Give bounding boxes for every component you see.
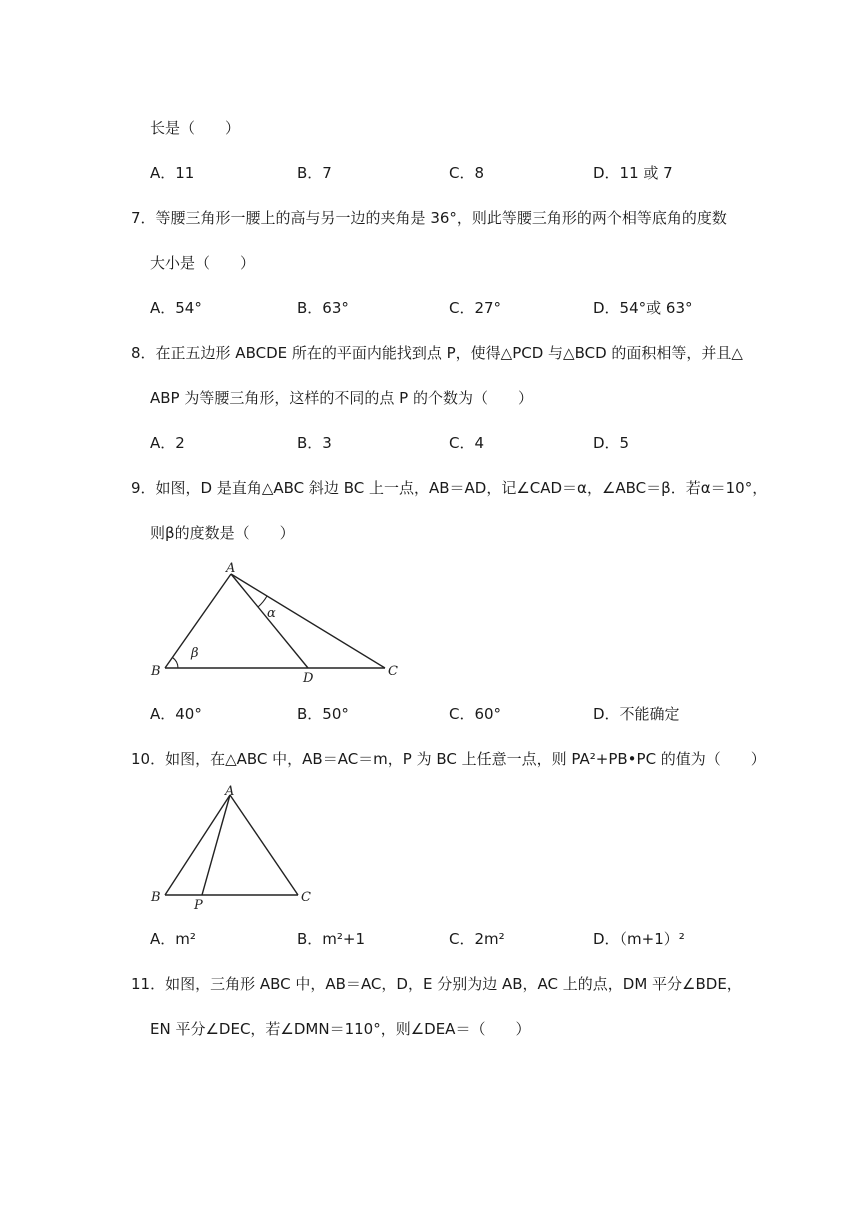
q10-option-a: A．m² [150, 930, 196, 948]
q10-side-ac [230, 795, 298, 895]
q8-option-c: C．4 [449, 434, 485, 452]
q9-option-b: B．50° [297, 705, 349, 723]
q9-stem-line1: 9．如图，D 是直角△ABC 斜边 BC 上一点，AB＝AD，记∠CAD＝α，∠ABC＝β．若α＝10°， [131, 479, 768, 497]
q9-angle-beta-arc [173, 658, 179, 669]
q9-label-c: C [388, 664, 398, 679]
q10-option-d: D．（m+1）² [593, 930, 685, 948]
q8-option-a: A．2 [150, 434, 185, 452]
q10-label-b: B [151, 890, 161, 905]
q7-stem-line2: 大小是（ ） [150, 254, 256, 272]
q9-side-ac [231, 574, 385, 668]
q9-option-c: C．60° [449, 705, 502, 723]
q10-option-c: C．2m² [449, 930, 505, 948]
q8-stem-line2: ABP 为等腰三角形，这样的不同的点 P 的个数为（ ） [150, 389, 533, 407]
q8-option-d: D．5 [593, 434, 630, 452]
q10-option-b: B．m²+1 [297, 930, 366, 948]
q10-side-ab [165, 795, 230, 895]
q10-label-a: A [225, 784, 235, 799]
q7-option-b: B．63° [297, 299, 349, 317]
q10-label-c: C [301, 890, 311, 905]
q6-option-d: D．11 或 7 [593, 164, 673, 182]
q6-option-a: A．11 [150, 164, 195, 182]
q9-stem-line2: 则β的度数是（ ） [150, 524, 295, 542]
q8-stem-line1: 8．在正五边形 ABCDE 所在的平面内能找到点 P，使得△PCD 与△BCD 的面积相等，并且△ [131, 344, 743, 362]
q11-stem-line2: EN 平分∠DEC，若∠DMN＝110°，则∠DEA＝（ ） [150, 1020, 531, 1038]
q6-option-b: B．7 [297, 164, 332, 182]
q10-segment-ap [202, 795, 230, 895]
q11-stem-line1: 11．如图，三角形 ABC 中，AB＝AC，D，E 分别为边 AB，AC 上的点，DM 平分∠BDE， [131, 975, 742, 993]
q9-label-beta: β [191, 646, 199, 661]
q9-segment-ad [231, 574, 308, 668]
q6-option-c: C．8 [449, 164, 485, 182]
q9-option-a: A．40° [150, 705, 202, 723]
q9-label-a: A [226, 561, 236, 576]
q7-option-c: C．27° [449, 299, 502, 317]
q6-stem-line2: 长是（ ） [150, 119, 241, 137]
q9-label-d: D [303, 671, 314, 686]
q9-angle-alpha-arc [258, 596, 267, 607]
q7-option-d: D．54°或 63° [593, 299, 693, 317]
q9-triangle-figure [145, 558, 410, 688]
q8-option-b: B．3 [297, 434, 332, 452]
q7-option-a: A．54° [150, 299, 202, 317]
q9-option-d: D．不能确定 [593, 705, 680, 723]
q10-triangle-figure [145, 783, 325, 913]
q9-label-b: B [151, 664, 161, 679]
q7-stem-line1: 7．等腰三角形一腰上的高与另一边的夹角是 36°，则此等腰三角形的两个相等底角的度数 [131, 209, 727, 227]
q10-stem-line1: 10．如图，在△ABC 中，AB＝AC＝m，P 为 BC 上任意一点，则 PA²+PB•PC 的值为（ ） [131, 750, 766, 768]
q10-label-p: P [194, 898, 203, 913]
q9-label-alpha: α [267, 606, 276, 621]
